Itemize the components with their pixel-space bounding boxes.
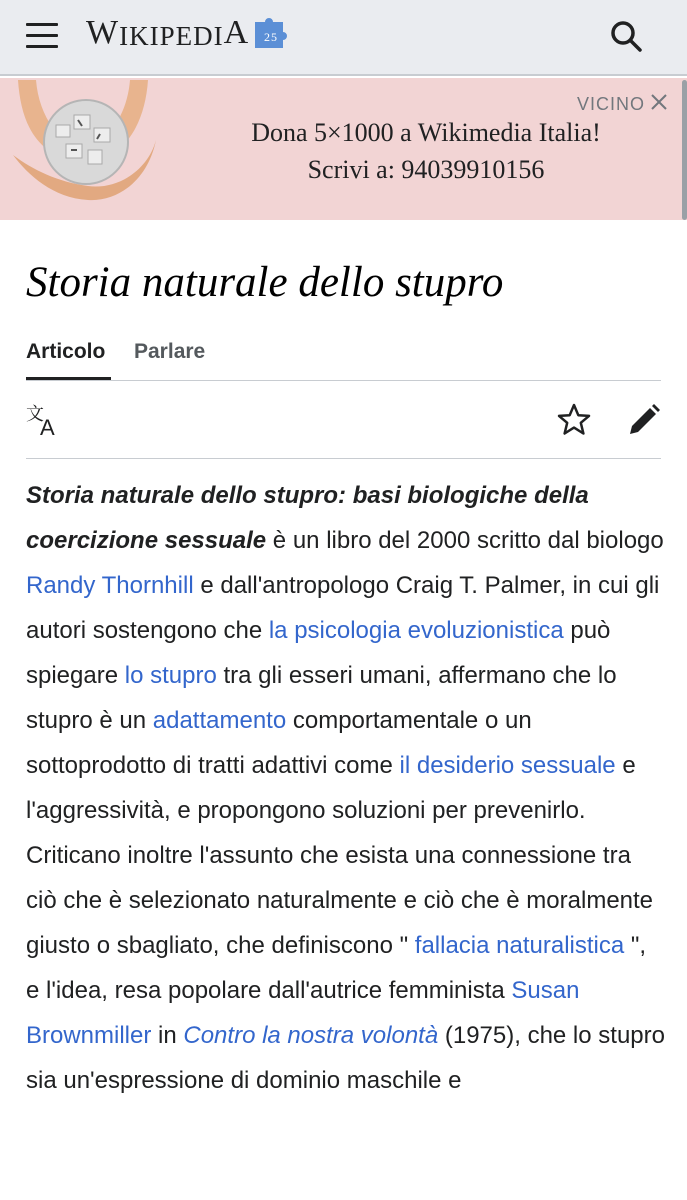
article-body [26,473,666,1103]
link-stupro[interactable]: lo stupro [124,662,217,689]
link-desiderio-sessuale[interactable]: il desiderio sessuale [399,752,616,779]
wordmark-final: A [223,14,250,51]
close-icon[interactable] [649,92,669,112]
search-icon[interactable] [608,18,644,54]
text-segment: in [151,1022,184,1049]
text-segment: (1975), che lo stupro sia un'espressione di dominio maschile e [26,1022,665,1094]
tab-article[interactable]: Articolo [26,340,106,363]
close-banner-label[interactable]: VICINO [576,94,645,114]
namespace-tabs [26,336,661,381]
top-header [0,0,687,76]
tab-talk[interactable]: Parlare [134,340,206,363]
banner-line-1: Dona 5×1000 a Wikimedia Italia! [251,118,601,147]
bold-title: Storia naturale dello stupro: basi biologiche della coercizione sessuale [26,482,589,554]
text-segment: può spiegare [26,617,611,689]
donation-banner [0,78,687,220]
scrollbar[interactable] [682,80,687,220]
text-segment: ", e l'idea, resa popolare dall'autrice femminista [26,932,647,1004]
page-actions-toolbar [26,380,661,459]
link-fallacia-naturalistica[interactable]: fallacia naturalistica [414,932,625,959]
hands-globe-image [8,80,158,210]
text-segment: e dall'antropologo Craig T. Palmer, in cui gli autori sostengono che [26,572,660,644]
lead-paragraph [26,473,666,1103]
menu-icon[interactable] [26,23,58,49]
text-segment: e l'aggressività, e propongono soluzioni per prevenirlo. Criticano inoltre l'assunto che esista una connessione tra ciò che è selezionato naturalmente e ciò che è moralmente giusto o sbagliato, che definiscono " [26,752,654,959]
banner-line-2: Scrivi a: 94039910156 [307,155,545,184]
text-segment: è un libro del 2000 scritto dal biologo [266,527,664,554]
text-segment: comportamentale o un sottoprodotto di tratti adattivi come [26,707,532,779]
svg-text:文: 文 [26,404,44,425]
star-icon[interactable] [556,402,592,438]
wikipedia-wordmark[interactable] [86,14,291,52]
link-susan-brownmiller[interactable]: Susan Brownmiller [26,977,580,1049]
wordmark-middle: IKIPEDI [119,21,224,51]
link-psicologia-evoluzionistica[interactable]: la psicologia evoluzionistica [268,617,564,644]
anniversary-puzzle-icon [251,14,291,50]
text-segment: tra gli esseri umani, affermano che lo stupro è un [26,662,617,734]
link-contro-la-nostra-volonta[interactable]: Contro la nostra volontà [183,1022,439,1049]
wordmark-initial: W [86,14,120,51]
link-randy-thornhill[interactable]: Randy Thornhill [26,572,194,599]
banner-message[interactable] [200,114,652,188]
link-adattamento[interactable]: adattamento [152,707,287,734]
translate-icon[interactable] [26,402,62,438]
svg-text:A: A [40,415,55,438]
anniversary-number: 25 [264,30,279,44]
page-title: Storia naturale dello stupro [26,259,504,306]
pencil-icon[interactable] [626,402,662,438]
